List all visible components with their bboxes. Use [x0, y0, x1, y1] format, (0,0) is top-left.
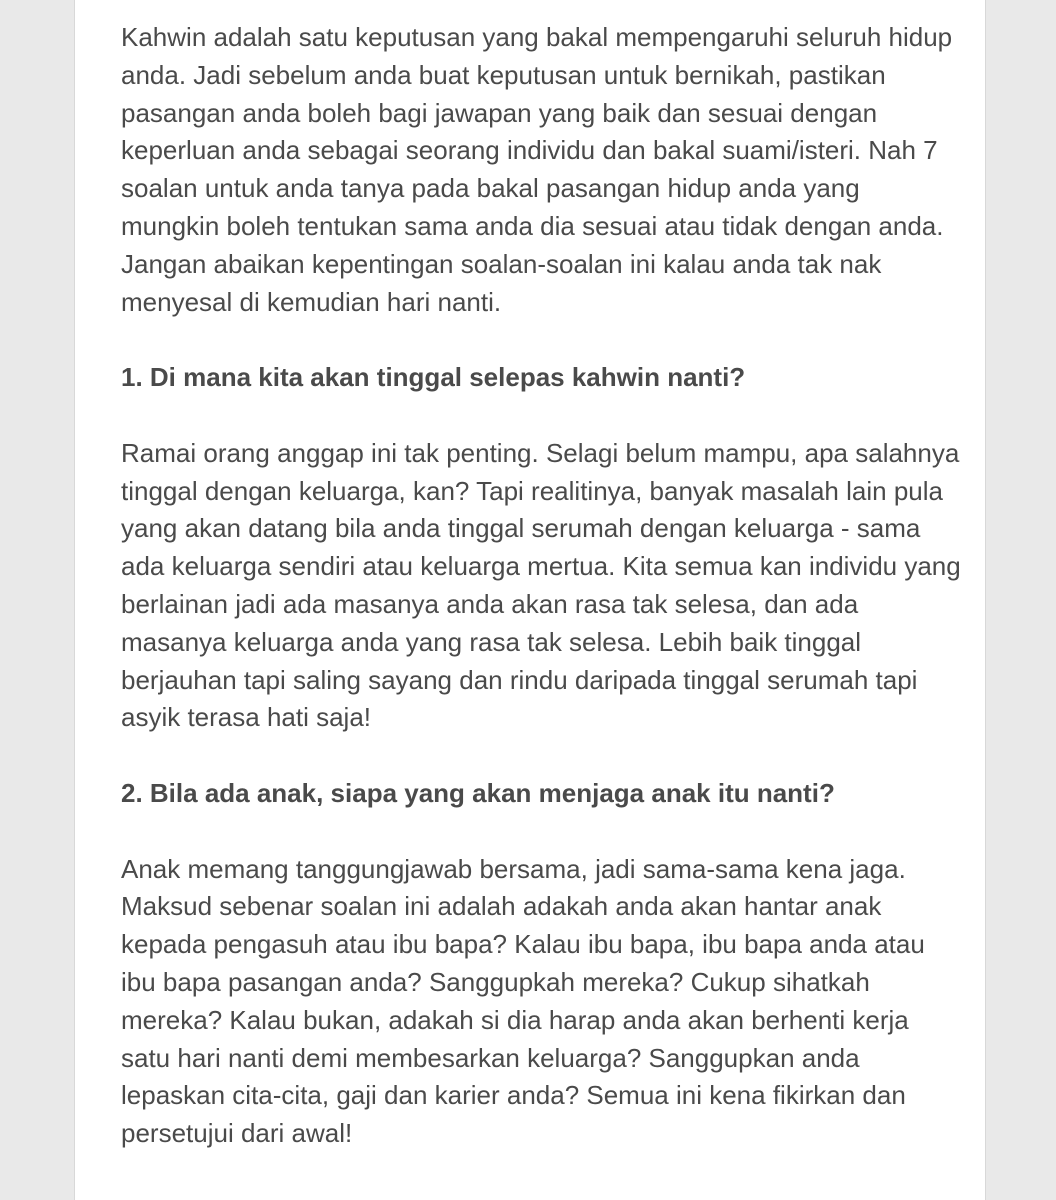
section-heading-1: 1. Di mana kita akan tinggal selepas kahwin nanti? — [121, 362, 746, 393]
section-heading-2: 2. Bila ada anak, siapa yang akan menjaga anak itu nanti? — [121, 777, 835, 808]
article-content — [121, 19, 961, 1191]
section-body-2: Anak memang tanggungjawab bersama, jadi sama-sama kena jaga. Maksud sebenar soalan ini adalah adakah anda akan hantar anak kepada pengasuh atau ibu bapa? Kalau ibu bapa, ibu bapa anda atau ibu bapa pasangan anda? Sanggupkah mereka? Cukup sihatkah mereka? Kalau bukan, adakah si dia harap anda akan berhenti kerja satu hari nanti demi membesarkan keluarga? Sanggupkan anda lepaskan cita-cita, gaji dan karier anda? Semua ini kena fikirkan dan persetujui dari awal! — [121, 853, 925, 1149]
section-body-1: Ramai orang anggap ini tak penting. Selagi belum mampu, apa salahnya tinggal dengan keluarga, kan? Tapi realitinya, banyak masalah lain pula yang akan datang bila anda tinggal serumah dengan keluarga - sama ada keluarga sendiri atau keluarga mertua. Kita semua kan individu yang berlainan jadi ada masanya anda akan rasa tak selesa, dan ada masanya keluarga anda yang rasa tak selesa. Lebih baik tinggal berjauhan tapi saling sayang dan rindu daripada tinggal serumah tapi asyik terasa hati saja! — [121, 437, 961, 733]
article-intro: Kahwin adalah satu keputusan yang bakal mempengaruhi seluruh hidup anda. Jadi sebelum anda buat keputusan untuk bernikah, pastikan pasangan anda boleh bagi jawapan yang baik dan sesuai dengan keperluan anda sebagai seorang individu dan bakal suami/isteri. Nah 7 soalan untuk anda tanya pada bakal pasangan hidup anda yang mungkin boleh tentukan sama anda dia sesuai atau tidak dengan anda. Jangan abaikan kepentingan soalan-soalan ini kalau anda tak nak menyesal di kemudian hari nanti. — [121, 22, 953, 317]
article-page — [74, 0, 986, 1200]
